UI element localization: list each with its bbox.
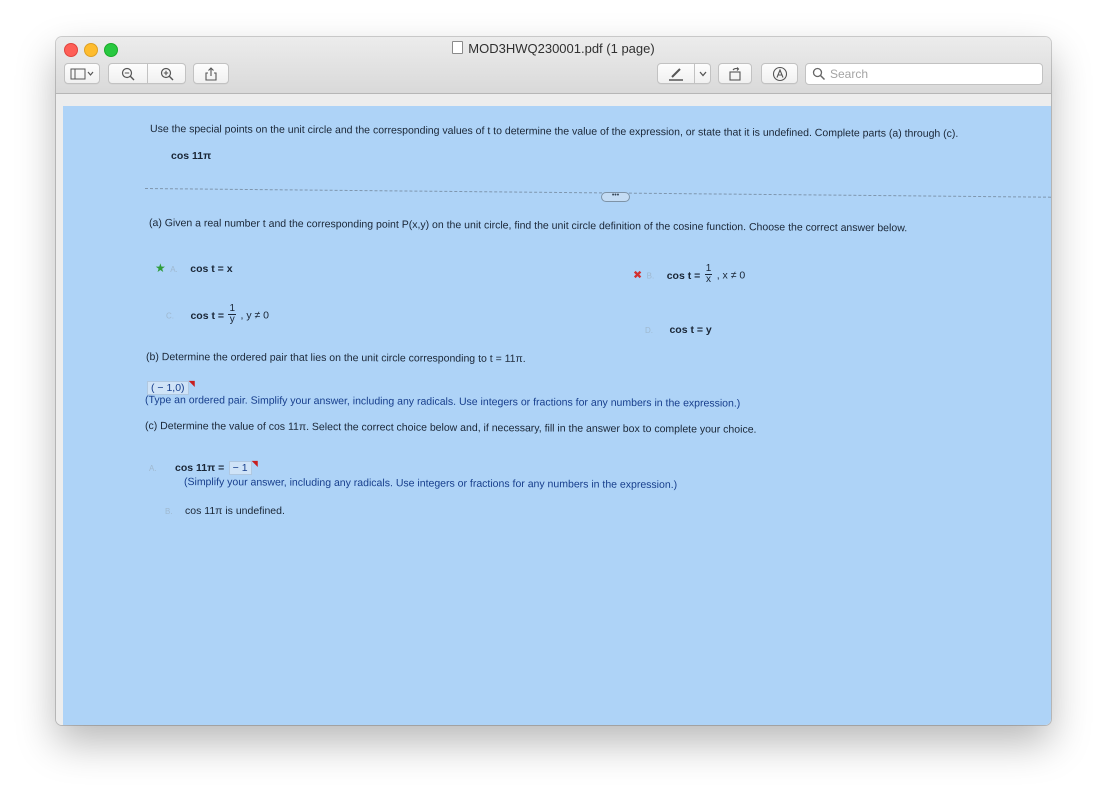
share-button[interactable] bbox=[193, 63, 229, 84]
option-c-text: cos t = bbox=[190, 309, 225, 322]
part-b-hint: (Type an ordered pair. Simplify your answer, including any radicals. Use integers or fractions for any numbers in the expression.) bbox=[144, 394, 741, 410]
part-c-option-b-row[interactable] bbox=[165, 501, 285, 519]
zoom-out-icon bbox=[121, 67, 135, 81]
share-icon bbox=[205, 67, 217, 81]
option-d-letter: D. bbox=[645, 326, 653, 335]
section-divider bbox=[145, 188, 1051, 199]
answer-marker-icon: ◥ bbox=[251, 459, 258, 468]
wrong-x-icon: ✖ bbox=[633, 269, 643, 282]
option-b-row[interactable] bbox=[633, 264, 745, 285]
part-c-option-a-hint: (Simplify your answer, including any radicals. Use integers or fractions for any numbers in the expression.) bbox=[183, 476, 678, 492]
pdf-document-icon bbox=[452, 41, 463, 54]
sidebar-view-button[interactable] bbox=[64, 63, 100, 84]
rotate-button[interactable] bbox=[718, 63, 752, 84]
option-b-letter: B. bbox=[646, 271, 655, 281]
option-b-fraction bbox=[705, 264, 713, 285]
window-title bbox=[56, 41, 1051, 56]
annotate-icon bbox=[772, 66, 788, 82]
option-d-text: cos t = y bbox=[669, 324, 712, 336]
option-a-text: cos t = x bbox=[190, 263, 233, 275]
correct-star-icon: ★ bbox=[155, 261, 166, 275]
part-c-option-b-text: cos 11π is undefined. bbox=[185, 505, 285, 517]
rotate-icon bbox=[727, 67, 743, 81]
part-c-option-a-row[interactable] bbox=[149, 458, 258, 476]
preview-window bbox=[56, 37, 1051, 725]
sidebar-icon bbox=[70, 68, 94, 80]
option-c-denominator: y bbox=[229, 314, 235, 325]
option-c-condition: , y ≠ 0 bbox=[240, 309, 270, 322]
pdf-page bbox=[63, 106, 1051, 725]
option-b-text: cos t = bbox=[666, 269, 701, 282]
option-a-row[interactable] bbox=[155, 259, 233, 277]
markup-pen-button[interactable] bbox=[657, 63, 695, 84]
search-field[interactable] bbox=[805, 63, 1043, 85]
answer-marker-icon: ◥ bbox=[188, 379, 195, 388]
option-a-letter: A. bbox=[170, 265, 178, 274]
zoom-in-button[interactable] bbox=[148, 63, 186, 84]
part-b-answer-box[interactable]: ( − 1,0) bbox=[147, 381, 189, 395]
window-title-text: MOD3HWQ230001.pdf (1 page) bbox=[468, 41, 655, 56]
option-b-condition: , x ≠ 0 bbox=[716, 269, 746, 282]
part-c-option-a-letter: A. bbox=[149, 464, 157, 473]
expression-text: cos 11π bbox=[171, 150, 212, 162]
part-b-prompt: (b) Determine the ordered pair that lies on the unit circle corresponding to t = 11π. bbox=[145, 351, 526, 365]
option-c-letter: C. bbox=[166, 311, 174, 321]
option-c-row[interactable] bbox=[166, 304, 269, 325]
part-c-answer-box[interactable]: − 1 bbox=[229, 461, 252, 475]
search-icon bbox=[812, 67, 826, 81]
pen-markup-icon bbox=[667, 67, 685, 81]
annotate-button[interactable] bbox=[761, 63, 798, 84]
zoom-out-button[interactable] bbox=[108, 63, 148, 84]
option-d-row[interactable] bbox=[645, 320, 712, 338]
part-c-option-b-letter: B. bbox=[165, 507, 173, 516]
part-c-option-a-text: cos 11π = bbox=[175, 462, 225, 474]
expand-ellipsis-button[interactable]: ••• bbox=[601, 192, 630, 202]
instructions-text: Use the special points on the unit circle and the corresponding values of t to determine the value of the expression, or state that it is undefined. Complete parts (a) through (c). bbox=[149, 123, 959, 140]
zoom-in-icon bbox=[160, 67, 174, 81]
part-a-prompt: (a) Given a real number t and the corresponding point P(x,y) on the unit circle, find the unit circle definition of the cosine function. Choose the correct answer below. bbox=[148, 217, 908, 235]
option-b-numerator: 1 bbox=[705, 263, 712, 274]
part-c-prompt: (c) Determine the value of cos 11π. Select the correct choice below and, if necessary, fill in the answer box to complete your choice. bbox=[144, 420, 757, 436]
title-bar bbox=[56, 37, 1051, 94]
markup-dropdown-button[interactable] bbox=[695, 63, 711, 84]
option-b-denominator: x bbox=[705, 274, 711, 285]
option-c-fraction bbox=[228, 304, 236, 325]
document-viewport[interactable] bbox=[56, 94, 1051, 725]
search-placeholder: Search bbox=[830, 67, 869, 81]
chevron-down-icon bbox=[699, 71, 707, 77]
option-c-numerator: 1 bbox=[229, 303, 236, 314]
